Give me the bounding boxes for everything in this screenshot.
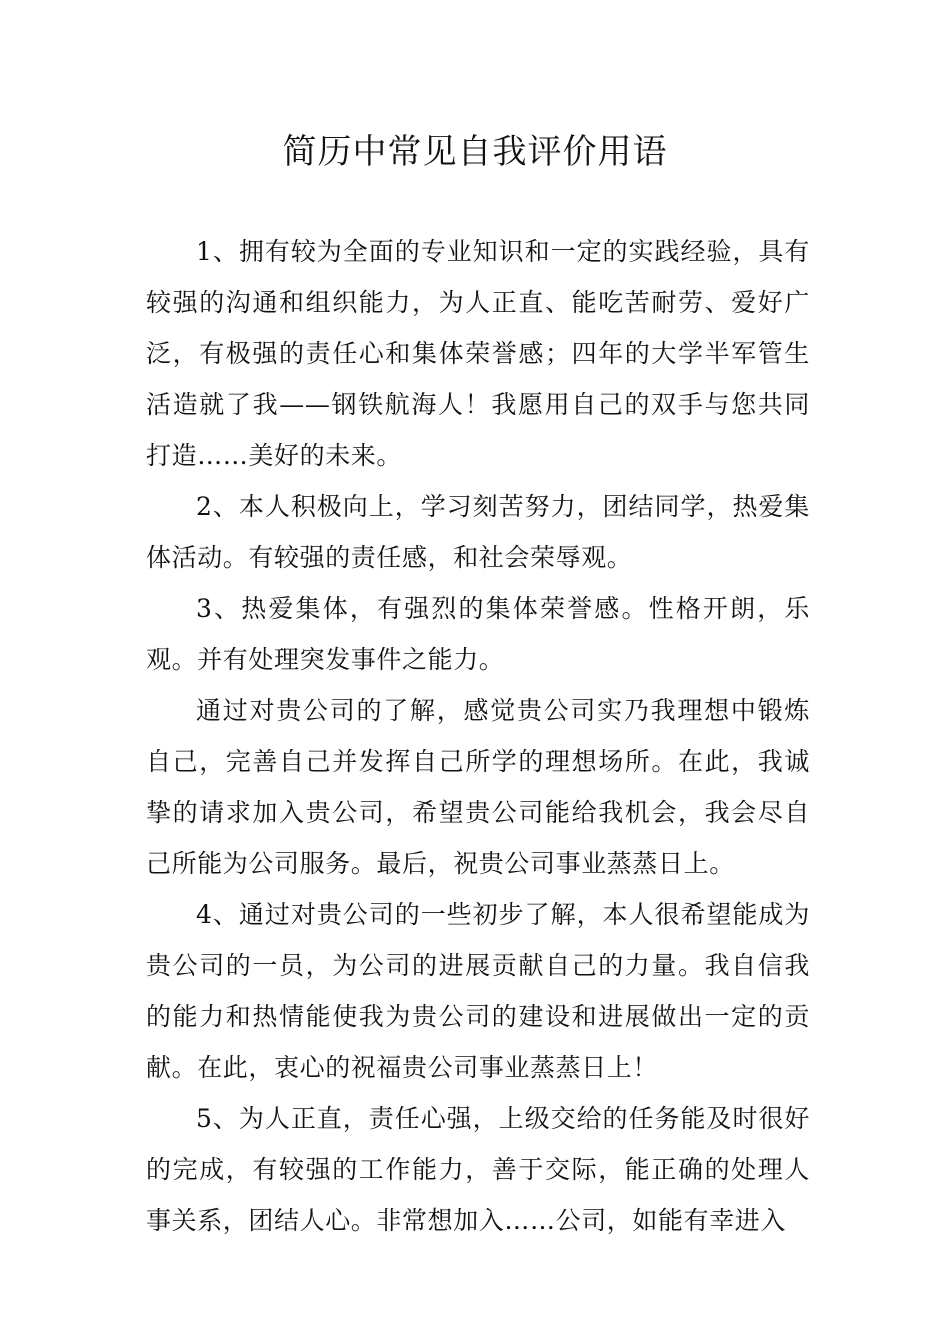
paragraph-6: 5、为人正直，责任心强，上级交给的任务能及时很好的完成，有较强的工作能力，善于交际，能正确的处理人事关系，团结人心。非常想加入……公司，如能有幸进入 xyxy=(146,1104,810,1235)
paragraph-2: 2、本人积极向上，学习刻苦努力，团结同学，热爱集体活动。有较强的责任感，和社会荣辱观。 xyxy=(146,492,810,572)
paragraph-3: 3、热爱集体，有强烈的集体荣誉感。性格开朗，乐观。并有处理突发事件之能力。 xyxy=(146,594,810,674)
paragraph-4: 通过对贵公司的了解，感觉贵公司实乃我理想中锻炼自己，完善自己并发挥自己所学的理想场所。在此，我诚挚的请求加入贵公司，希望贵公司能给我机会，我会尽自己所能为公司服务。最后，祝贵公司事业蒸蒸日上。 xyxy=(146,696,810,878)
paragraph-5: 4、通过对贵公司的一些初步了解，本人很希望能成为贵公司的一员，为公司的进展贡献自己的力量。我自信我的能力和热情能使我为贵公司的建设和进展做出一定的贡献。在此，衷心的祝福贵公司事业蒸蒸日上！ xyxy=(146,900,810,1082)
document-body xyxy=(146,226,810,1246)
document-title: 简历中常见自我评价用语 xyxy=(282,132,668,172)
paragraph-1: 1、拥有较为全面的专业知识和一定的实践经验，具有较强的沟通和组织能力，为人正直、能吃苦耐劳、爱好广泛，有极强的责任心和集体荣誉感；四年的大学半军管生活造就了我——钢铁航海人！我愿用自己的双手与您共同打造……美好的未来。 xyxy=(146,237,810,470)
